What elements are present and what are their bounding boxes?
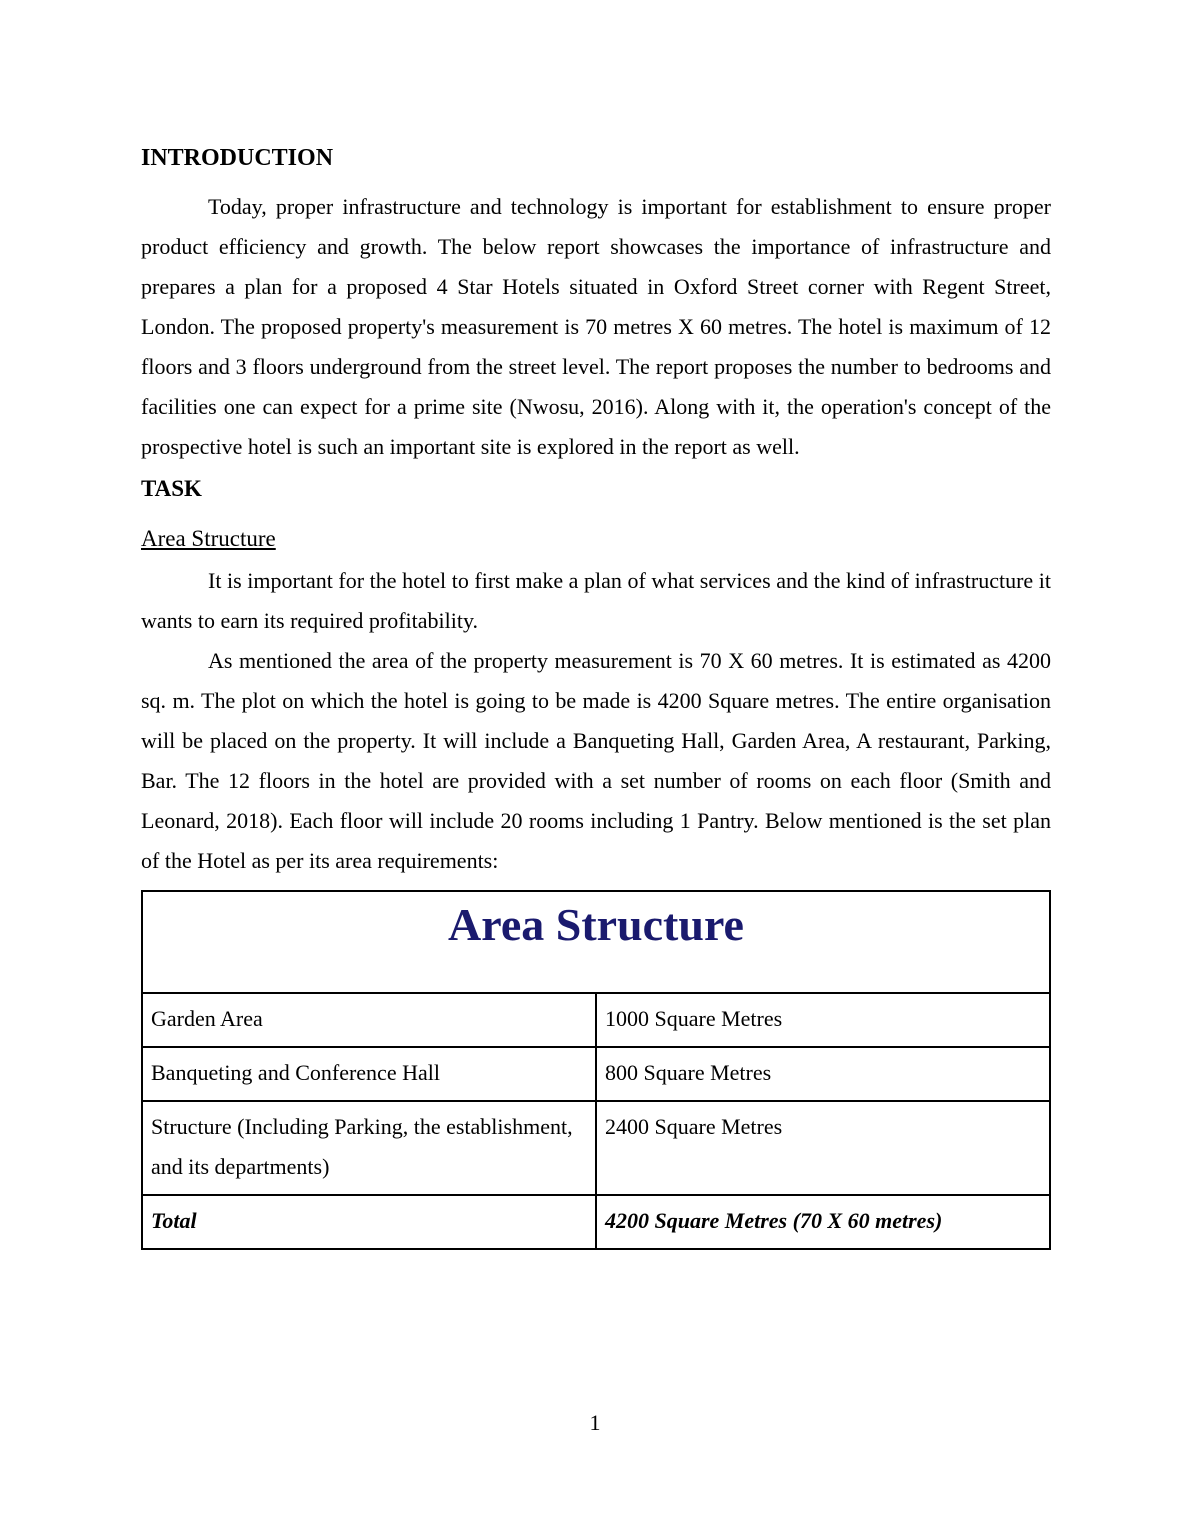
table-cell-label: Structure (Including Parking, the establishment, and its departments) (142, 1101, 596, 1195)
heading-task: TASK (141, 476, 202, 501)
table-cell-label: Total (142, 1195, 596, 1249)
table-cell-label: Garden Area (142, 993, 596, 1047)
subheading-area-structure: Area Structure (141, 526, 276, 551)
table-title-row (142, 891, 1050, 993)
document-content (141, 143, 1051, 1250)
page-number: 1 (589, 1410, 601, 1435)
paragraph-area: As mentioned the area of the property measurement is 70 X 60 metres. It is estimated as 4200 sq. m. The plot on which the hotel is going to be made is 4200 Square metres. The entire organisation will be placed on the property. It will include a Banqueting Hall, Garden Area, A restaurant, Parking, Bar. The 12 floors in the hotel are provided with a set number of rooms on each floor (Smith and Leonard, 2018). Each floor will include 20 rooms including 1 Pantry. Below mentioned is the set plan of the Hotel as per its area requirements: (141, 648, 1051, 873)
heading-introduction: INTRODUCTION (141, 145, 334, 171)
table-cell-value: 4200 Square Metres (70 X 60 metres) (596, 1195, 1050, 1249)
area-structure-table (141, 890, 1051, 1250)
table-cell-value: 1000 Square Metres (596, 993, 1050, 1047)
table-row (142, 1101, 1050, 1195)
table-row (142, 1047, 1050, 1101)
paragraph-introduction: Today, proper infrastructure and technology is important for establishment to ensure proper product efficiency and growth. The below report showcases the importance of infrastructure and prepares a plan for a proposed 4 Star Hotels situated in Oxford Street corner with Regent Street, London. The proposed property's measurement is 70 metres X 60 metres. The hotel is maximum of 12 floors and 3 floors underground from the street level. The report proposes the number to bedrooms and facilities one can expect for a prime site (Nwosu, 2016). Along with it, the operation's concept of the prospective hotel is such an important site is explored in the report as well. (141, 194, 1051, 459)
table-title: Area Structure (448, 899, 744, 950)
table-cell-value: 800 Square Metres (596, 1047, 1050, 1101)
table-row-total (142, 1195, 1050, 1249)
table-cell-value: 2400 Square Metres (596, 1101, 1050, 1195)
table-cell-label: Banqueting and Conference Hall (142, 1047, 596, 1101)
table-row (142, 993, 1050, 1047)
table-title-cell (142, 891, 1050, 993)
paragraph-plan: It is important for the hotel to first make a plan of what services and the kind of infrastructure it wants to earn its required profitability. (141, 568, 1051, 633)
